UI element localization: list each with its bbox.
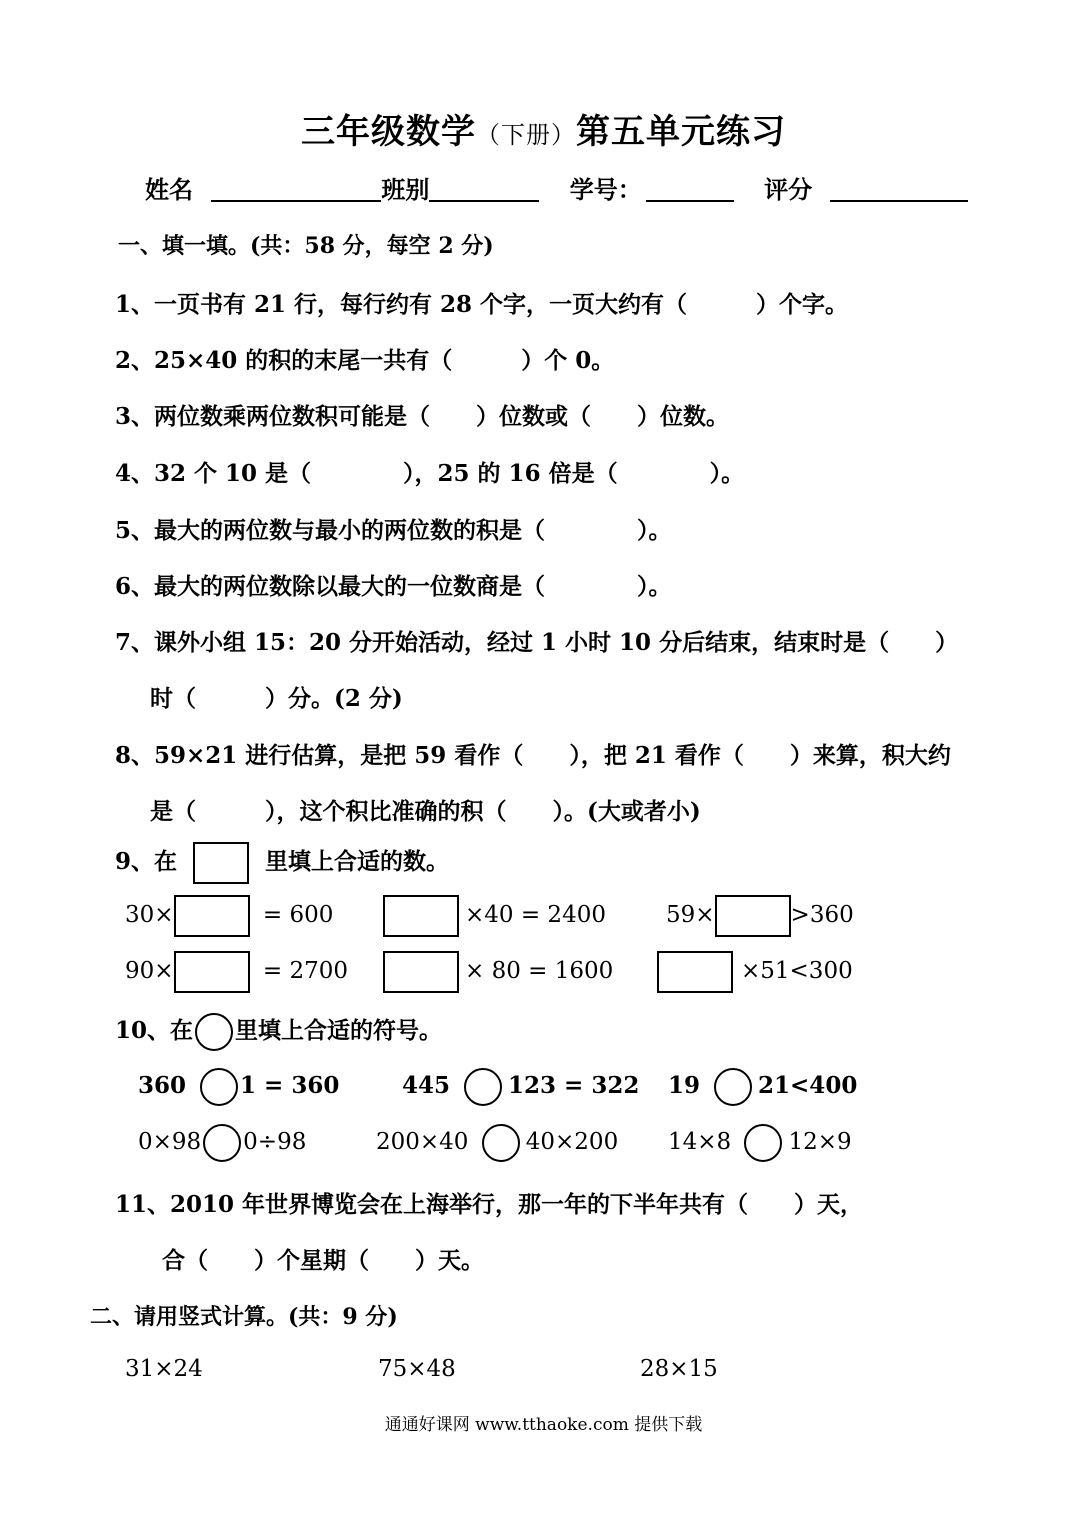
q9-r2-b-right: × 80 = 1600	[465, 958, 614, 984]
q9-r1-b-right: ×40 = 2400	[465, 902, 606, 928]
question-9-prompt	[115, 842, 449, 884]
q10-r1-c-right: 21<400	[758, 1072, 858, 1099]
question-10-pre: 10、在	[115, 1017, 194, 1044]
question-8-line-2: 是（ ），这个积比准确的积（ ）。(大或者小)	[150, 798, 701, 825]
number-field[interactable]	[646, 174, 734, 202]
question-9-post: 里填上合适的数。	[265, 848, 450, 875]
answer-circle[interactable]	[714, 1068, 752, 1106]
q9-row-1	[125, 895, 333, 937]
q10-r2-b-left: 200×40	[376, 1129, 469, 1155]
q10-row-1-b	[402, 1068, 639, 1106]
name-label: 姓名	[145, 175, 193, 204]
q9-r2-c-right: ×51<300	[741, 958, 853, 984]
class-label: 班别	[381, 175, 430, 204]
answer-box[interactable]	[174, 951, 250, 993]
question-6: 6、最大的两位数除以最大的一位数商是（ ）。	[115, 573, 672, 600]
answer-box[interactable]	[174, 895, 250, 937]
answer-box[interactable]	[657, 951, 733, 993]
name-field[interactable]	[211, 174, 381, 202]
class-field[interactable]	[429, 174, 539, 202]
question-3: 3、两位数乘两位数积可能是（ ）位数或（ ）位数。	[115, 403, 730, 430]
question-1: 1、一页书有 21 行，每行约有 28 个字，一页大约有（ ）个字。	[115, 291, 849, 318]
question-4: 4、32 个 10 是（ ），25 的 16 倍是（ ）。	[115, 460, 745, 487]
q10-r2-c-right: 12×9	[788, 1129, 852, 1155]
title-main-2: 第五单元练习	[576, 112, 786, 152]
answer-circle-sample	[195, 1013, 233, 1051]
score-field[interactable]	[830, 174, 968, 202]
question-8-line-1: 8、59×21 进行估算，是把 59 看作（ ），把 21 看作（ ）来算，积大约	[115, 742, 951, 769]
q9-r1-a-left: 30×	[125, 902, 174, 928]
q10-r2-a-right: 0÷98	[243, 1129, 307, 1155]
q10-row-2-b	[376, 1124, 618, 1162]
question-11-line-2: 合（ ）个星期（ ）天。	[162, 1247, 484, 1274]
answer-box-sample	[193, 842, 249, 884]
question-10-prompt	[115, 1012, 442, 1051]
question-7-line-1: 7、课外小组 15：20 分开始活动，经过 1 小时 10 分后结束，结束时是（ ）	[115, 629, 959, 656]
q10-r1-a-right: 1 = 360	[240, 1072, 340, 1099]
answer-circle[interactable]	[464, 1068, 502, 1106]
question-10-post: 里填上合适的符号。	[235, 1017, 443, 1044]
calc-item-1: 31×24	[125, 1356, 203, 1382]
answer-box[interactable]	[383, 951, 459, 993]
number-label: 学号：	[569, 175, 642, 204]
q10-r1-c-left: 19	[668, 1072, 701, 1099]
q10-r2-c-left: 14×8	[668, 1129, 732, 1155]
question-7-line-2: 时（ ）分。(2 分)	[150, 685, 403, 712]
q9-row-2-b	[383, 951, 613, 993]
q10-r2-b-right: 40×200	[525, 1129, 619, 1155]
section-1-heading: 一、填一填。(共：58 分，每空 2 分)	[118, 233, 494, 259]
q9-r1-c-left: 59×	[666, 902, 715, 928]
question-2: 2、25×40 的积的末尾一共有（ ）个 0。	[115, 347, 615, 374]
answer-box[interactable]	[715, 895, 791, 937]
q9-r2-a-right: = 2700	[262, 958, 348, 984]
footer-source: 通通好课网 www.tthaoke.com 提供下载	[384, 1415, 703, 1435]
q9-row-1-c	[666, 895, 854, 937]
question-9-pre: 9、在	[115, 848, 178, 875]
answer-circle[interactable]	[482, 1124, 520, 1162]
calc-item-3: 28×15	[640, 1356, 718, 1382]
question-11-line-1: 11、2010 年世界博览会在上海举行，那一年的下半年共有（ ）天，	[115, 1191, 864, 1218]
q10-r1-b-right: 123 = 322	[508, 1072, 640, 1099]
q10-row-1-c	[668, 1068, 857, 1106]
q9-row-2	[125, 951, 348, 993]
q9-r1-a-right: = 600	[262, 902, 334, 928]
score-label: 评分	[764, 175, 813, 204]
q10-r1-a-left: 360	[138, 1072, 187, 1099]
q9-r1-c-right: >360	[790, 902, 854, 928]
q9-row-1-b	[383, 895, 606, 937]
title-subtitle: （下册）	[476, 121, 576, 149]
answer-circle[interactable]	[203, 1124, 241, 1162]
title-main-1: 三年级数学	[301, 112, 476, 152]
answer-circle[interactable]	[744, 1124, 782, 1162]
page-title	[0, 104, 1087, 153]
q9-r2-a-left: 90×	[125, 958, 174, 984]
answer-circle[interactable]	[200, 1068, 238, 1106]
section-2-heading: 二、请用竖式计算。(共：9 分)	[90, 1304, 398, 1330]
calc-item-2: 75×48	[378, 1356, 456, 1382]
student-info-row	[145, 170, 968, 205]
question-5: 5、最大的两位数与最小的两位数的积是（ ）。	[115, 517, 672, 544]
q9-row-2-c	[657, 951, 853, 993]
q10-row-1-a	[138, 1068, 339, 1106]
q10-r2-a-left: 0×98	[138, 1129, 202, 1155]
q10-row-2-a	[138, 1124, 306, 1162]
answer-box[interactable]	[383, 895, 459, 937]
q10-r1-b-left: 445	[402, 1072, 451, 1099]
q10-row-2-c	[668, 1124, 852, 1162]
